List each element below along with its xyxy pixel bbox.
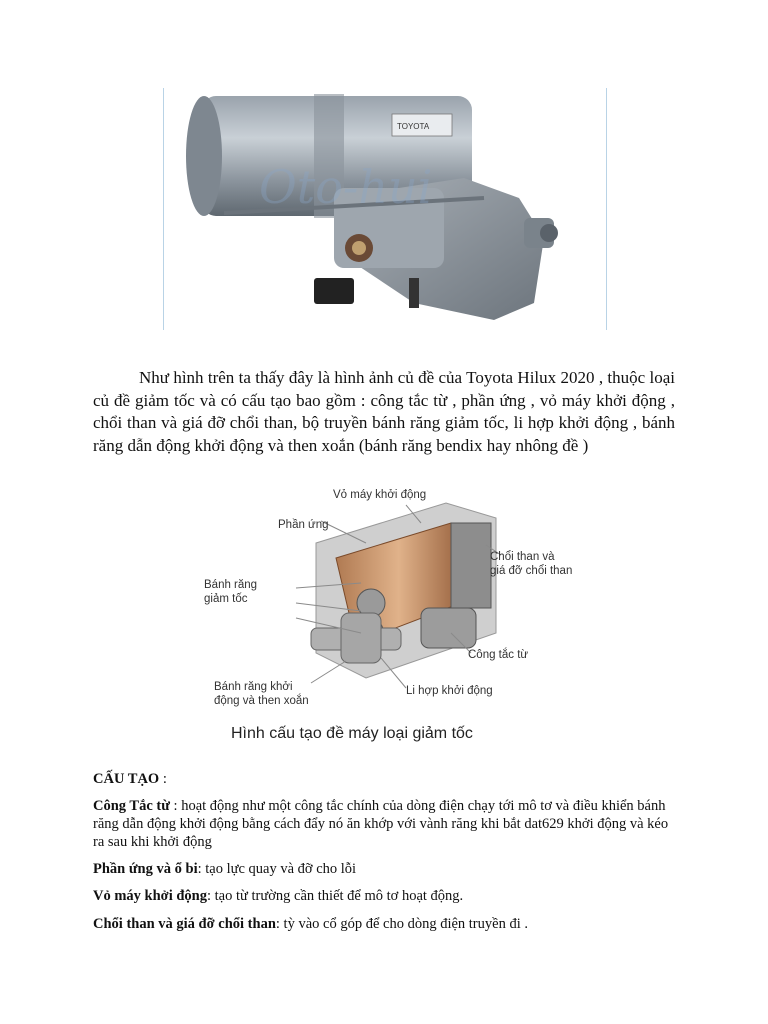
starter-motor-illustration <box>164 88 606 330</box>
structure-item-brushes <box>93 915 677 933</box>
structure-heading: CẤU TẠO <box>93 771 160 787</box>
label-housing: Vỏ máy khởi động <box>333 489 427 501</box>
structure-item-housing <box>93 887 677 905</box>
item-sep: : <box>275 916 284 932</box>
item-sep: : <box>197 861 206 877</box>
starter-cutaway-diagram <box>196 483 586 745</box>
label-pinion-line1: Bánh răng khởi <box>214 681 293 693</box>
item-term: Công Tắc từ <box>93 798 170 814</box>
structure-heading-line <box>93 770 677 788</box>
label-brush-line1: Chổi than và <box>490 551 555 563</box>
label-armature: Phần ứng <box>278 519 329 531</box>
label-pinion-line2: động và then xoắn <box>214 695 309 707</box>
item-desc: tỳ vào cổ góp để cho dòng điện truyền đi . <box>283 916 528 932</box>
item-term: Vỏ máy khởi động <box>93 888 207 904</box>
structure-item-armature <box>93 860 677 878</box>
item-desc: hoạt động như một công tắc chính của dòng điện chạy tới mô tơ và điều khiển bánh răng dẫn động khởi động bằng cách đẩy nó ăn khớp với vành răng khi bắt dat629 khởi động và kéo ra sau khi khởi động <box>93 798 669 850</box>
item-desc: tạo từ trường cần thiết để mô tơ hoạt động. <box>214 888 464 904</box>
item-sep: : <box>207 888 215 904</box>
watermark-text: Oto-hui <box>259 160 433 214</box>
intro-paragraph: Như hình trên ta thấy đây là hình ảnh củ đề của Toyota Hilux 2020 , thuộc loại củ đề giảm tốc và có cấu tạo bao gồm : công tắc từ , phần ứng , vỏ máy khởi động , chổi than và giá đỡ chổi than, bộ truyền bánh răng giảm tốc, li hợp khởi động , bánh răng dẫn động khởi động và then xoắn (bánh răng bendix hay nhông đề ) <box>93 368 675 455</box>
item-term: Phần ứng và ổ bi <box>93 861 198 877</box>
label-reduction-line1: Bánh răng <box>204 579 258 591</box>
diagram-caption: Hình cấu tạo đề máy loại giảm tốc <box>231 725 473 742</box>
starter-motor-photo <box>163 88 607 330</box>
label-brush-line2: giá đỡ chổi than <box>490 565 573 577</box>
label-clutch: Li hợp khởi động <box>406 685 493 697</box>
label-reduction-line2: giảm tốc <box>204 593 248 605</box>
item-term: Chổi than và giá đỡ chổi than <box>93 916 276 932</box>
structure-item-switch <box>93 797 677 851</box>
item-sep: : <box>169 798 182 814</box>
nameplate-text: TOYOTA <box>397 122 430 131</box>
label-magnetic-switch: Công tắc từ <box>468 649 529 661</box>
item-desc: tạo lực quay và đỡ cho lỗi <box>205 861 357 877</box>
structure-heading-suffix: : <box>159 771 167 787</box>
